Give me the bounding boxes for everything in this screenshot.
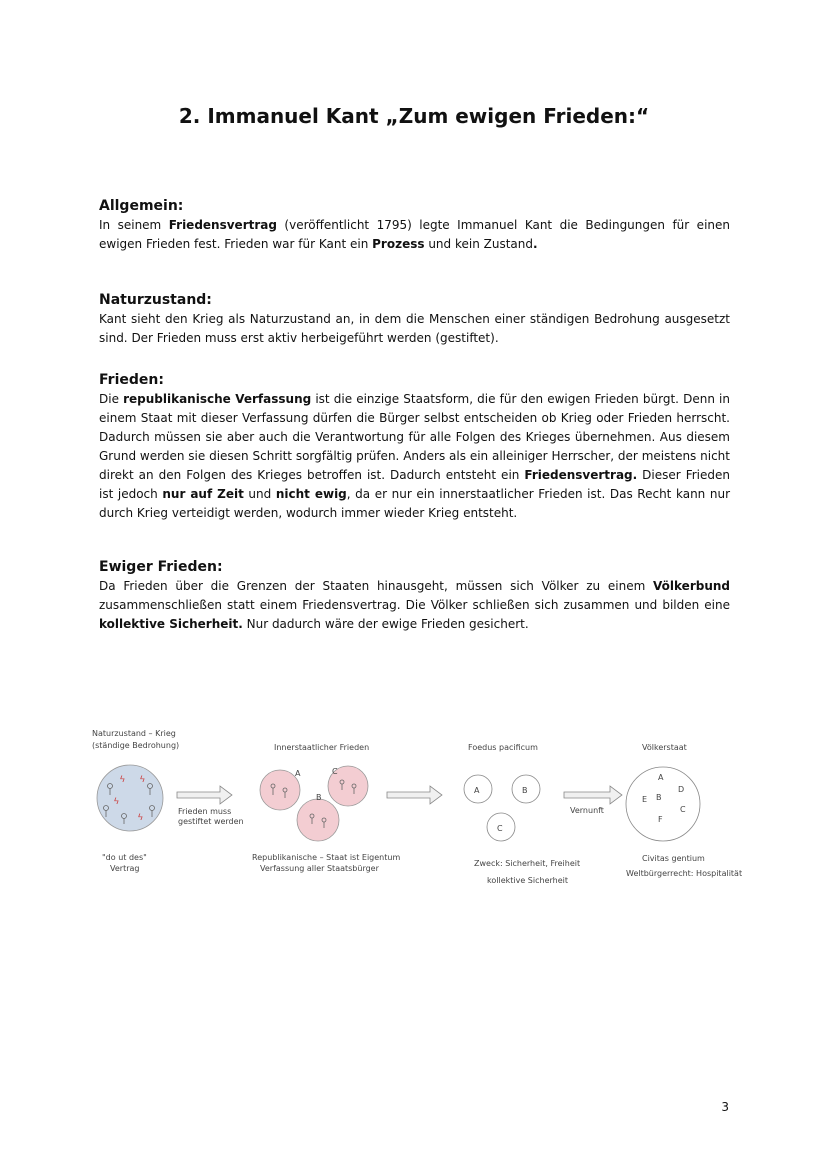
kant-peace-diagram [80,720,760,900]
voelker-title: Völkerstaat [642,743,687,752]
section-ewiger-frieden [99,559,730,634]
section-naturzustand [99,292,730,348]
page-title: 2. Immanuel Kant „Zum ewigen Frieden:“ [178,104,650,128]
voelker-caption-2: Weltbürgerrecht: Hospitalität [626,869,743,878]
voelker-letter-c: C [680,805,686,814]
natur-caption: "do ut des" [102,853,147,862]
section-heading: Naturzustand: [99,292,212,308]
section-text: Die republikanische Verfassung ist die einzige Staatsform, die für den ewigen Frieden bürgt. Denn in einem Staat mit dieser Verfassung dürfen die Bürger selbst entscheiden ob Krieg oder Frieden herrscht. Dadurch müssen sie aber auch die Verantwortung für alle Folgen des Krieges übernehmen. Aus diesem Grund werden sie diesen Schritt sorgfältig prüfen. Anders als ein alleiniger Herrscher, der meistens nicht direkt an den Folgen des Krieges betroffen ist. Dadurch entsteht ein Friedensvertrag. Dieser Frieden ist jedoch nur auf Zeit und nicht ewig, da er nur ein innerstaatlicher Frieden ist. Das Recht kann nur durch Krieg verteidigt werden, wodurch immer wieder Krieg entsteht. [99,392,731,520]
naturzustand-circle [97,765,163,831]
svg-text:ϟ: ϟ [120,774,125,784]
section-heading: Frieden: [99,372,164,388]
page-number: 3 [721,1100,729,1114]
arrow-2 [387,786,442,804]
voelker-letter-f: F [658,815,663,824]
voelker-letter-a: A [658,773,664,782]
section-allgemein [99,198,730,254]
inner-caption: Republikanische – Staat ist Eigentum [252,853,401,862]
foedus-caption-2: kollektive Sicherheit [487,876,568,885]
voelker-letter-e: E [642,795,648,804]
state-b-circle [297,799,339,841]
state-b-label: B [316,793,322,802]
state-c-label: C [332,767,338,776]
natur-title: Naturzustand – Krieg [92,729,176,738]
voelker-letter-b: B [656,793,662,802]
svg-text:ϟ: ϟ [138,812,143,822]
natur-subtitle: (ständige Bedrohung) [92,741,180,750]
voelker-caption: Civitas gentium [642,854,705,863]
member-a-label: A [474,786,480,795]
inner-title: Innerstaatlicher Frieden [274,743,370,752]
arrow1-label-2: gestiftet werden [178,817,244,826]
state-a-label: A [295,769,301,778]
natur-caption-2: Vertrag [110,864,140,873]
section-text: In seinem Friedensvertrag (veröffentlicht 1795) legte Immanuel Kant die Bedingungen für einen ewigen Frieden fest. Frieden war für Kant ein Prozess und kein Zustand. [99,218,730,251]
member-b-label: B [522,786,528,795]
arrow1-label: Frieden muss [178,807,232,816]
foedus-caption: Zweck: Sicherheit, Freiheit [474,859,581,868]
section-heading: Ewiger Frieden: [99,559,223,575]
arrow3-label: Vernunft [570,806,604,815]
section-text: Kant sieht den Krieg als Naturzustand an, in dem die Menschen einer ständigen Bedrohung ausgesetzt sind. Der Frieden muss erst aktiv herbeigeführt werden (gestiftet). [99,312,730,345]
svg-text:ϟ: ϟ [140,774,145,784]
member-c-label: C [497,824,503,833]
section-text: Da Frieden über die Grenzen der Staaten hinausgeht, müssen sich Völker zu einem Völkerbund zusammenschließen statt einem Friedensvertrag. Die Völker schließen sich zusammen und bilden eine kollektive Sicherheit. Nur dadurch wäre der ewige Frieden gesichert. [99,579,730,631]
arrow-3 [564,786,622,804]
svg-text:ϟ: ϟ [114,796,119,806]
section-frieden [99,372,730,523]
voelker-letter-d: D [678,785,685,794]
arrow-1 [177,786,232,804]
section-heading: Allgemein: [99,198,184,214]
state-a-circle [260,770,300,810]
foedus-title: Foedus pacificum [468,743,538,752]
inner-caption-2: Verfassung aller Staatsbürger [260,864,379,873]
